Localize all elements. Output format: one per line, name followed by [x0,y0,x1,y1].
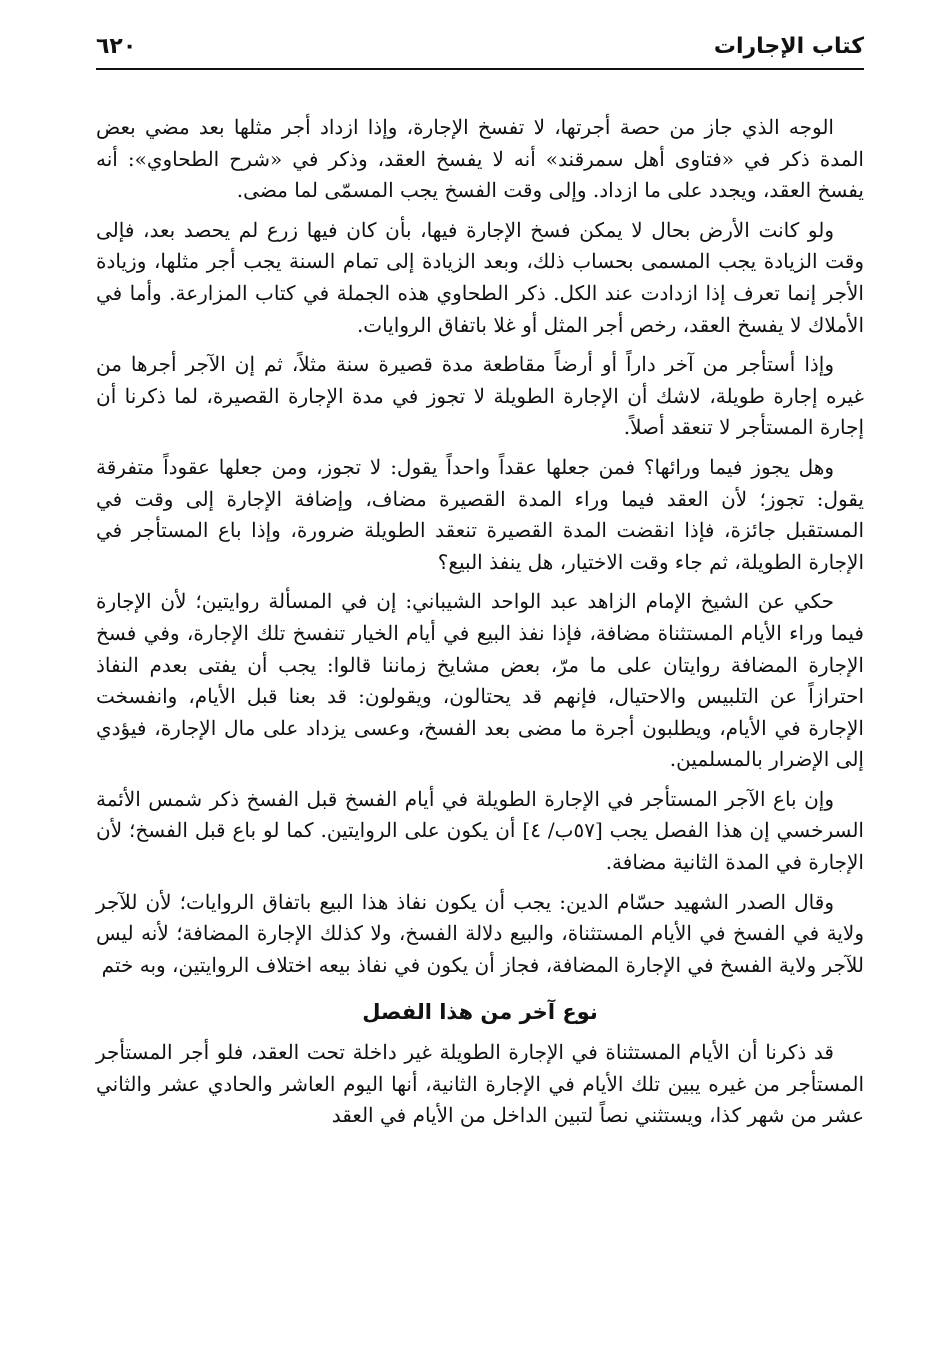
paragraph: حكي عن الشيخ الإمام الزاهد عبد الواحد الشيباني: إن في المسألة روايتين؛ لأن الإجارة فيما وراء الأيام المستثناة مضافة، فإذا نفذ البيع في أيام الخيار تنفسخ تلك الإجارة، وفي فسخ الإجارة المضافة روايتان على ما مرّ، بعض مشايخ زماننا قالوا: يجب أن يفتى بعدم النفاذ احترازاً عن التلبيس والاحتيال، فإنهم قد يحتالون، ويقولون: قد بعنا قبل الأيام، وانفسخت الإجارة في الأيام، ويطلبون أجرة ما مضى بعد الفسخ، وعسى يزداد على مال الإجارة، فيؤدي إلى الإضرار بالمسلمين. [96,589,864,772]
paragraph: ولو كانت الأرض بحال لا يمكن فسخ الإجارة فيها، بأن كان فيها زرع لم يحصد بعد، فإلى وقت الزيادة يجب المسمى بحساب ذلك، وبعد الزيادة إلى تمام السنة يجب أجر مثلها، وزيادة الأجر إنما تعرف إذا ازدادت عند الكل. ذكر الطحاوي هذه الجملة في كتاب المزارعة. وأما في الأملاك لا يفسخ العقد، رخص أجر المثل أو غلا باتفاق الروايات. [96,217,864,337]
book-page [96,28,864,1348]
paragraph: وإن باع الآجر المستأجر في الإجارة الطويلة في أيام الفسخ قبل الفسخ ذكر شمس الأئمة السرخسي إن هذا الفصل يجب [٥٧ب/ ٤] أن يكون على الروايتين. كما لو باع قبل الفسخ؛ لأن الإجارة في المدة الثانية مضافة. [96,786,864,875]
paragraph: الوجه الذي جاز من حصة أجرتها، لا تفسخ الإجارة، وإذا ازداد أجر مثلها بعد مضي بعض المدة ذكر في «فتاوى أهل سمرقند» أنه لا يفسخ العقد، وذكر في «شرح الطحاوي»: أنه يفسخ العقد، ويجدد على ما ازداد. وإلى وقت الفسخ يجب المسمّى لما مضى. [96,115,864,203]
paragraph: وإذا أستأجر من آخر داراً أو أرضاً مقاطعة مدة قصيرة سنة مثلاً، ثم إن الآجر أجرها من غيره إجارة طويلة، لاشك أن الإجارة الطويلة لا تجوز في مدة الإجارة القصيرة، لما ذكرنا أن إجارة المستأجر لا تنعقد أصلاً. [96,352,864,440]
paragraph: قد ذكرنا أن الأيام المستثناة في الإجارة الطويلة غير داخلة تحت العقد، فلو أجر المستأجر المستأجر من غيره يبين تلك الأيام في الإجارة الثانية، أنها اليوم العاشر والحادي عشر والثاني عشر من شهر كذا، ويستثني نصاً لتبين الداخل من الأيام في العقد [96,1040,864,1128]
section-heading: نوع آخر من هذا الفصل [362,1000,598,1025]
page-header [96,28,864,70]
paragraph: وقال الصدر الشهيد حسّام الدين: يجب أن يكون نفاذ هذا البيع باتفاق الروايات؛ لأن للآجر ولاية في الفسخ في الأيام المستثناة، والبيع دلالة الفسخ، ولا كذلك الإجارة المضافة؛ لأنه ليس للآجر ولاية الفسخ في الإجارة المضافة، فجاز أن يكون في نفاذ بيعه اختلاف الروايتين، وبه ختم [96,889,864,977]
page-number: ٦٢٠ [96,34,137,59]
main-text [96,112,864,1132]
paragraph: وهل يجوز فيما ورائها؟ فمن جعلها عقداً واحداً يقول: لا تجوز، ومن جعلها عقوداً متفرقة يقول: تجوز؛ لأن العقد فيما وراء المدة القصيرة مضاف، وإضافة الإجارة إلى وقت في المستقبل جائزة، فإذا انقضت المدة القصيرة تنعقد الطويلة ضرورة، وإذا باع المستأجر في الإجارة الطويلة، ثم جاء وقت الاختيار، هل ينفذ البيع؟ [96,454,864,574]
running-title: كتاب الإجارات [713,34,864,59]
